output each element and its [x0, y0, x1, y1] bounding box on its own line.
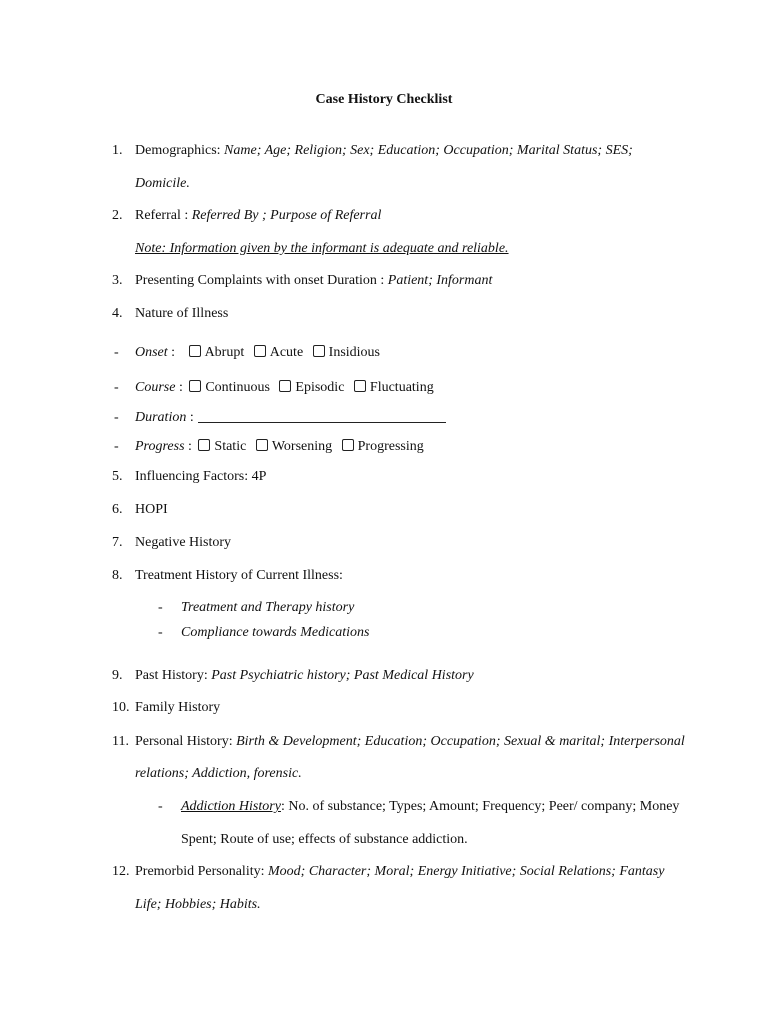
addiction-history-label: Addiction History	[181, 799, 281, 814]
item-label: Demographics:	[135, 143, 225, 158]
insidious-checkbox[interactable]	[313, 345, 325, 357]
item-label: Nature of Illness	[135, 306, 229, 321]
progress-sep: :	[184, 439, 192, 454]
onset-label: Onset	[135, 345, 168, 360]
progress-label: Progress	[135, 439, 185, 454]
item-details: Patient; Informant	[387, 273, 493, 288]
item-number: 1.	[112, 143, 123, 158]
sub-item-label: Treatment and Therapy history	[181, 600, 355, 615]
continuous-checkbox[interactable]	[189, 380, 201, 392]
item-label: Treatment History of Current Illness:	[135, 568, 343, 583]
item-number: 9.	[112, 668, 123, 683]
item-details: Mood; Character; Moral; Energy Initiative; Social Relations; Fantasy	[268, 864, 665, 879]
acute-checkbox[interactable]	[254, 345, 266, 357]
item-number: 10.	[112, 700, 130, 715]
dash-bullet: -	[114, 410, 119, 425]
static-label: Static	[214, 439, 247, 454]
item-number: 8.	[112, 568, 123, 583]
course-label: Course	[135, 380, 176, 395]
item-number: 6.	[112, 502, 123, 517]
insidious-label: Insidious	[328, 345, 381, 360]
item-number: 3.	[112, 273, 123, 288]
item-number: 4.	[112, 306, 123, 321]
item-label: Personal History:	[135, 734, 237, 749]
item-details-cont: Domicile.	[135, 176, 190, 191]
addiction-history-text: : No. of substance; Types; Amount; Frequency; Peer/ company; Money	[280, 799, 680, 814]
dash-bullet: -	[114, 345, 119, 360]
fluctuating-checkbox[interactable]	[354, 380, 366, 392]
item-label: Family History	[135, 700, 221, 715]
dash-bullet: -	[158, 799, 163, 814]
note-text: Note: Information given by the informant is adequate and reliable.	[135, 241, 509, 256]
item-details: Referred By ; Purpose of Referral	[191, 208, 382, 223]
item-number: 5.	[112, 469, 123, 484]
dash-bullet: -	[158, 600, 163, 615]
item-label: HOPI	[135, 502, 168, 517]
episodic-checkbox[interactable]	[279, 380, 291, 392]
dash-bullet: -	[114, 439, 119, 454]
fluctuating-label: Fluctuating	[369, 380, 434, 395]
item-label: Premorbid Personality:	[135, 864, 268, 879]
acute-label: Acute	[269, 345, 304, 360]
item-details: Past Psychiatric history; Past Medical History	[211, 668, 474, 683]
item-label: Influencing Factors: 4P	[135, 469, 267, 484]
item-number: 2.	[112, 208, 123, 223]
duration-label: Duration	[135, 410, 187, 425]
duration-sep: :	[186, 410, 194, 425]
sub-item-label: Compliance towards Medications	[181, 625, 370, 640]
addiction-history-text-cont: Spent; Route of use; effects of substance addiction.	[181, 832, 468, 847]
worsening-label: Worsening	[271, 439, 333, 454]
onset-sep: :	[167, 345, 176, 360]
item-details: Name; Age; Religion; Sex; Education; Occupation; Marital Status; SES;	[224, 143, 633, 158]
continuous-label: Continuous	[205, 380, 270, 395]
worsening-checkbox[interactable]	[256, 439, 268, 451]
abrupt-checkbox[interactable]	[189, 345, 201, 357]
progressing-label: Progressing	[357, 439, 424, 454]
item-number: 11.	[112, 734, 129, 749]
item-label: Negative History	[135, 535, 232, 550]
item-details-cont: Life; Hobbies; Habits.	[135, 897, 261, 912]
item-details: Birth & Development; Education; Occupation; Sexual & marital; Interpersonal	[236, 734, 685, 749]
item-label: Presenting Complaints with onset Duration :	[135, 273, 388, 288]
dash-bullet: -	[114, 380, 119, 395]
abrupt-label: Abrupt	[204, 345, 245, 360]
item-details-cont: relations; Addiction, forensic.	[135, 766, 302, 781]
page-title: Case History Checklist	[315, 92, 453, 107]
episodic-label: Episodic	[295, 380, 345, 395]
item-label: Referral :	[135, 208, 192, 223]
course-sep: :	[175, 380, 183, 395]
duration-blank-line[interactable]	[198, 422, 446, 423]
item-number: 12.	[112, 864, 130, 879]
item-number: 7.	[112, 535, 123, 550]
item-label: Past History:	[135, 668, 212, 683]
static-checkbox[interactable]	[198, 439, 210, 451]
progressing-checkbox[interactable]	[342, 439, 354, 451]
dash-bullet: -	[158, 625, 163, 640]
